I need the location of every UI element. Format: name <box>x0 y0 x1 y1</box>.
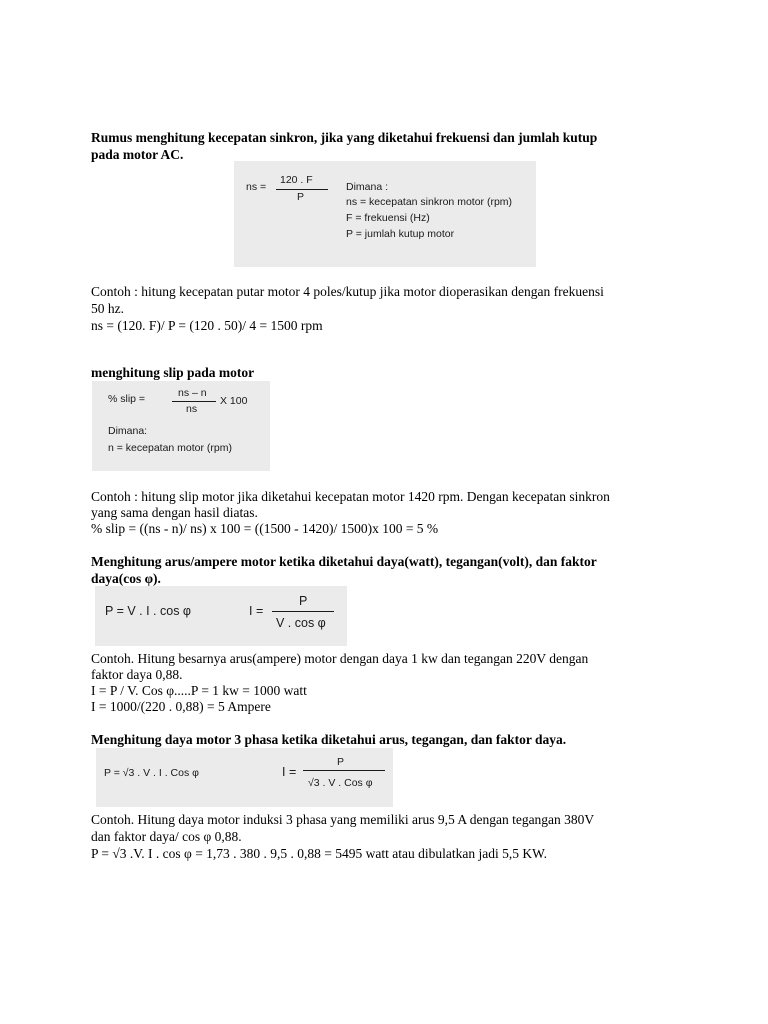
sync-speed-formula-image <box>234 161 536 267</box>
formula-left: P = √3 . V . I . Cos φ <box>104 767 199 779</box>
where-title: Dimana : <box>346 181 389 193</box>
where-item: F = frekuensi (Hz) <box>346 212 430 224</box>
section3-heading-line1: Menghitung arus/ampere motor ketika diketahui daya(watt), tegangan(volt), dan faktor <box>91 554 597 569</box>
fraction-bar <box>272 611 334 612</box>
formula-denominator: P <box>297 191 305 203</box>
formula-left: P = V . I . cos φ <box>105 604 192 618</box>
section4-example-line3: P = √3 .V. I . cos φ = 1,73 . 380 . 9,5 . 0,88 = 5495 watt atau dibulatkan jadi 5,5 KW. <box>91 846 548 861</box>
formula-lhs: % slip = <box>108 393 146 405</box>
section3-example-line4: I = 1000/(220 . 0,88) = 5 Ampere <box>91 699 271 714</box>
current-formula-image <box>95 586 347 646</box>
formula-lhs: I = <box>249 604 264 618</box>
slip-formula-image <box>92 381 270 471</box>
section3-example-line1: Contoh. Hitung besarnya arus(ampere) motor dengan daya 1 kw dan tegangan 220V dengan <box>91 651 589 666</box>
section1-example-line2: 50 hz. <box>91 301 124 316</box>
section3-example-line3: I = P / V. Cos φ.....P = 1 kw = 1000 watt <box>91 683 307 698</box>
section1-example-line3: ns = (120. F)/ P = (120 . 50)/ 4 = 1500 rpm <box>91 318 323 333</box>
formula-denominator: √3 . V . Cos φ <box>308 777 373 789</box>
formula-denominator: V . cos φ <box>276 616 326 630</box>
section2-example-line3: % slip = ((ns - n)/ ns) x 100 = ((1500 - 1420)/ 1500)x 100 = 5 % <box>91 521 439 536</box>
power-formula-image <box>96 748 393 807</box>
formula-lhs: I = <box>282 765 297 779</box>
section4-heading: Menghitung daya motor 3 phasa ketika diketahui arus, tegangan, dan faktor daya. <box>91 732 567 747</box>
section1-heading-line2: pada motor AC. <box>91 147 184 162</box>
section4-example-line2: dan faktor daya/ cos φ 0,88. <box>91 829 242 844</box>
fraction-bar <box>303 770 385 771</box>
section1-heading-line1: Rumus menghitung kecepatan sinkron, jika yang diketahui frekuensi dan jumlah kutup <box>91 130 598 145</box>
section2-heading: menghitung slip pada motor <box>91 365 255 380</box>
where-item: n = kecepatan motor (rpm) <box>108 442 233 454</box>
formula-lhs: ns = <box>246 181 267 193</box>
formula-denominator: ns <box>186 403 198 415</box>
where-item: P = jumlah kutup motor <box>346 228 455 240</box>
fraction-bar <box>276 189 328 190</box>
formula-rhs: X 100 <box>220 395 248 407</box>
section2-example-line2: yang sama dengan hasil diatas. <box>91 505 258 520</box>
formula-numerator: P <box>299 594 308 608</box>
section3-heading-line2: daya(cos φ). <box>91 571 161 586</box>
section4-example-line1: Contoh. Hitung daya motor induksi 3 phasa yang memiliki arus 9,5 A dengan tegangan 380V <box>91 812 595 827</box>
formula-numerator: ns – n <box>178 387 207 399</box>
section1-example-line1: Contoh : hitung kecepatan putar motor 4 poles/kutup jika motor dioperasikan dengan frekuensi <box>91 284 604 299</box>
formula-numerator: 120 . F <box>280 174 313 186</box>
section2-example-line1: Contoh : hitung slip motor jika diketahui kecepatan motor 1420 rpm. Dengan kecepatan sinkron <box>91 489 610 504</box>
where-title: Dimana: <box>108 425 148 437</box>
where-item: ns = kecepatan sinkron motor (rpm) <box>346 196 513 208</box>
fraction-bar <box>172 401 216 402</box>
section3-example-line2: faktor daya 0,88. <box>91 667 183 682</box>
formula-numerator: P <box>337 756 345 768</box>
